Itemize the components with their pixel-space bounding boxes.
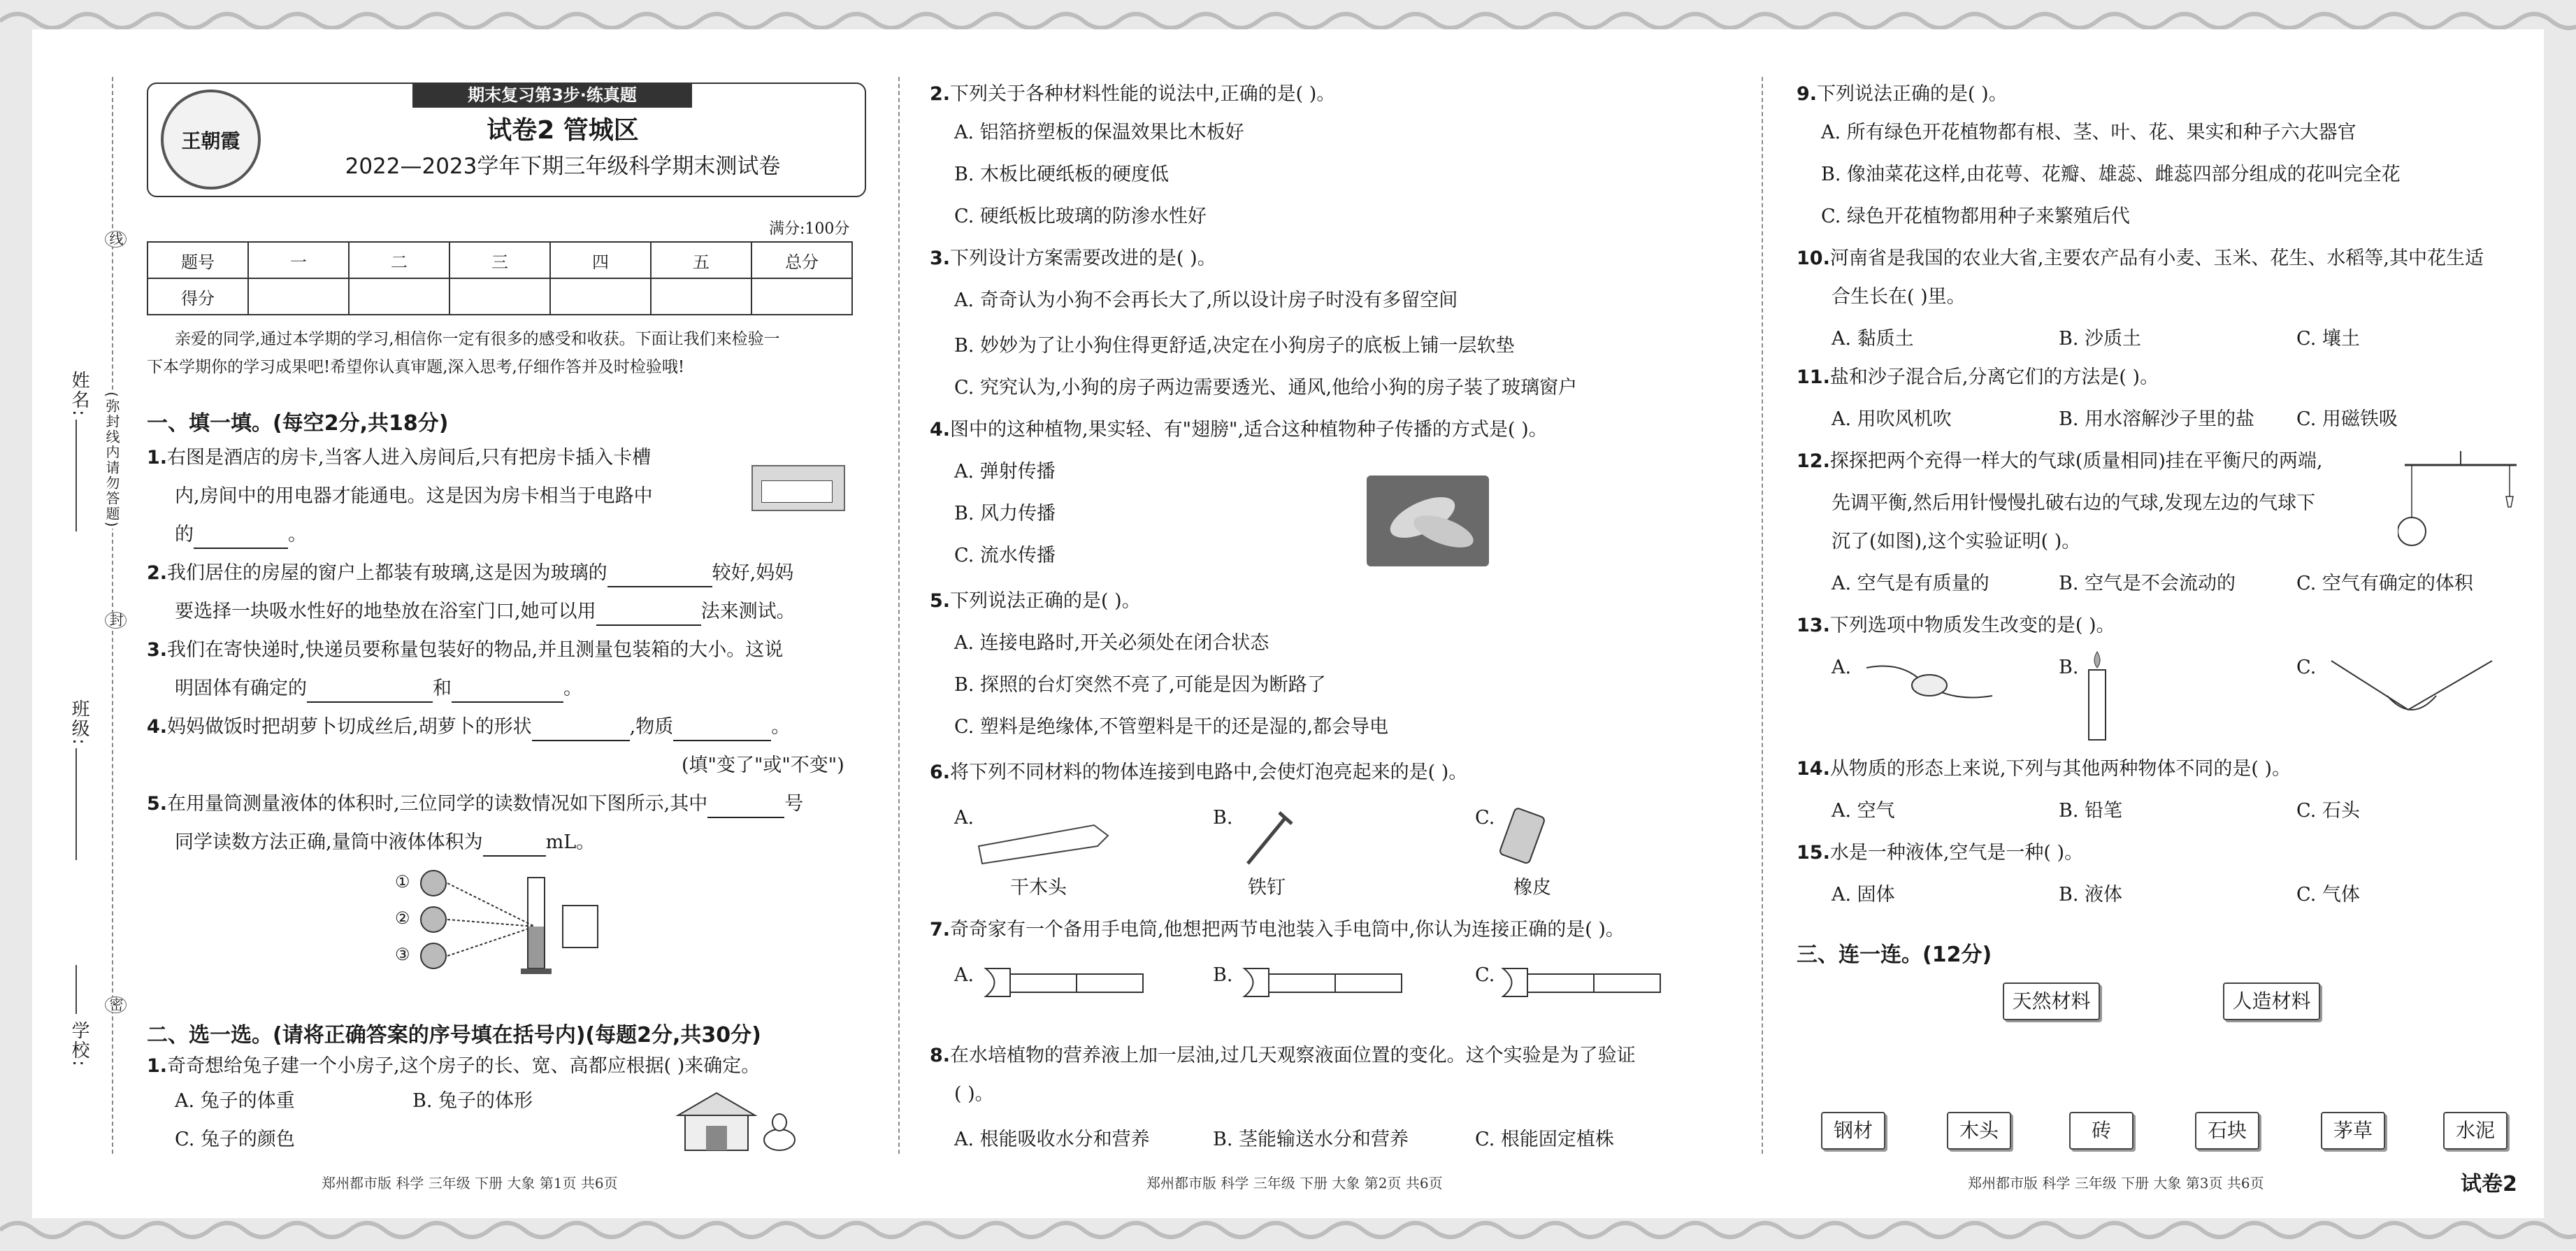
option-c[interactable]: C. 究究认为,小狗的房子两边需要透光、通风,他给小狗的房子装了玻璃窗户 bbox=[954, 377, 1578, 399]
option-b[interactable]: B. bbox=[2059, 657, 2079, 678]
seal-mark-line: 线 bbox=[105, 231, 127, 248]
option-b[interactable]: B. 用水溶解沙子里的盐 bbox=[2059, 408, 2255, 430]
question-text: 右图是酒店的房卡,当客人进入房间后,只有把房卡插入卡槽 bbox=[167, 447, 652, 469]
hands-rubbing-image bbox=[1859, 654, 1999, 717]
exam-title: 试卷2 管城区 bbox=[487, 116, 639, 145]
score-header: 二 bbox=[349, 242, 449, 278]
brand-logo-text: 王朝霞 bbox=[181, 129, 240, 152]
answer-blank[interactable] bbox=[596, 603, 701, 626]
category-natural[interactable]: 天然材料 bbox=[2003, 982, 2100, 1020]
question-text: 妈妈做饭时把胡萝卜切成丝后,胡萝卜的形状 bbox=[167, 716, 532, 738]
answer-blank[interactable] bbox=[673, 719, 771, 741]
question-text: 。 bbox=[288, 524, 307, 545]
question-text: 在用量筒测量液体的体积时,三位同学的读数情况如下图所示,其中 bbox=[167, 793, 708, 815]
question-text: 要选择一块吸水性好的地垫放在浴室门口,她可以用 bbox=[175, 601, 596, 622]
balance-balloon-figure bbox=[2398, 448, 2524, 552]
option-a[interactable]: A. 黏质土 bbox=[1832, 328, 1914, 350]
school-field[interactable] bbox=[75, 965, 77, 1014]
q-number: 6. bbox=[930, 762, 951, 783]
option-b[interactable]: B. 木板比硬纸板的硬度低 bbox=[954, 164, 1170, 185]
full-score: 满分:100分 bbox=[769, 220, 850, 238]
option-c[interactable]: C. bbox=[1475, 807, 1495, 829]
question-text: 下列说法正确的是( )。 bbox=[950, 590, 1141, 612]
q-number: 7. bbox=[930, 919, 951, 941]
option-a[interactable]: A. 弹射传播 bbox=[954, 461, 1056, 482]
option-a[interactable]: A. 奇奇认为小狗不会再长大了,所以设计房子时没有多留空间 bbox=[954, 289, 1458, 311]
question-text: 号 bbox=[784, 793, 804, 815]
q-number: 3. bbox=[930, 248, 951, 269]
q-number: 9. bbox=[1797, 83, 1818, 105]
candle-image bbox=[2083, 650, 2111, 741]
question-text: 将下列不同材料的物体连接到电路中,会使灯泡亮起来的是( )。 bbox=[950, 762, 1468, 783]
match-item[interactable]: 砖 bbox=[2069, 1112, 2134, 1150]
option-a[interactable]: A. 兔子的体重 bbox=[175, 1090, 295, 1112]
question-text: 我们在寄快递时,快递员要称量包装好的物品,并且测量包装箱的大小。这说 bbox=[167, 639, 784, 661]
question-text: 先调平衡,然后用针慢慢扎破右边的气球,发现左边的气球下 bbox=[1832, 492, 2316, 514]
q-number: 12. bbox=[1797, 450, 1830, 472]
footer-page-1: 郑州都市版 科学 三年级 下册 大象 第1页 共6页 bbox=[322, 1175, 618, 1192]
option-b[interactable]: B. 沙质土 bbox=[2059, 328, 2142, 350]
hands-pulling-image bbox=[2324, 654, 2499, 731]
question-text: 下列选项中物质发生改变的是( )。 bbox=[1829, 615, 2115, 636]
graduated-cylinder-figure bbox=[395, 864, 605, 975]
option-c[interactable]: C. 根能固定植株 bbox=[1475, 1129, 1614, 1150]
option-b[interactable]: B. 铅笔 bbox=[2059, 800, 2123, 822]
question-text: mL。 bbox=[545, 831, 596, 853]
footer-page-2: 郑州都市版 科学 三年级 下册 大象 第2页 共6页 bbox=[1146, 1175, 1443, 1192]
question-text: ( )。 bbox=[954, 1083, 994, 1105]
question-text: 法来测试。 bbox=[700, 601, 796, 622]
observer-mark-1: ① bbox=[395, 872, 410, 892]
score-header: 一 bbox=[248, 242, 349, 278]
answer-blank[interactable] bbox=[607, 565, 712, 587]
option-label-eraser: 橡皮 bbox=[1513, 877, 1551, 899]
question-text: 河南省是我国的农业大省,主要农产品有小麦、玉米、花生、水稻等,其中花生适 bbox=[1829, 248, 2484, 269]
paper-number: 试卷2 bbox=[2461, 1172, 2517, 1196]
option-a[interactable]: A. 铝箔挤塑板的保温效果比木板好 bbox=[954, 122, 1244, 143]
school-label: 学校: bbox=[69, 1021, 89, 1068]
option-b[interactable]: B. 风力传播 bbox=[954, 503, 1056, 524]
q-number: 1. bbox=[147, 1055, 168, 1077]
question-text: ,物质 bbox=[629, 716, 674, 738]
column-divider-1 bbox=[898, 77, 900, 1154]
brand-logo bbox=[161, 90, 261, 190]
option-b[interactable]: B. 茎能输送水分和营养 bbox=[1213, 1129, 1409, 1150]
match-item[interactable]: 水泥 bbox=[2443, 1112, 2507, 1150]
score-cell[interactable] bbox=[449, 278, 550, 315]
option-a[interactable]: A. bbox=[1832, 657, 1852, 678]
question-text: 。 bbox=[771, 716, 791, 738]
option-b[interactable]: B. 像油菜花这样,由花萼、花瓣、雄蕊、雌蕊四部分组成的花叫完全花 bbox=[1821, 164, 2401, 185]
question-text: 沉了(如图),这个实验证明( )。 bbox=[1832, 531, 2081, 552]
flashlight-battery-c bbox=[1499, 962, 1667, 1003]
option-b[interactable]: B. 兔子的体形 bbox=[412, 1090, 533, 1112]
option-a[interactable]: A. 固体 bbox=[1832, 884, 1895, 906]
q-number: 5. bbox=[930, 590, 951, 612]
option-b[interactable]: B. bbox=[1213, 807, 1233, 829]
question-text: 下列关于各种材料性能的说法中,正确的是( )。 bbox=[950, 83, 1336, 105]
option-a[interactable]: A. 用吹风机吹 bbox=[1832, 408, 1952, 430]
match-item[interactable]: 石块 bbox=[2195, 1112, 2259, 1150]
score-cell[interactable] bbox=[751, 278, 852, 315]
q-number: 4. bbox=[147, 716, 168, 738]
option-label-wood: 干木头 bbox=[1010, 877, 1067, 899]
option-c[interactable]: C. 绿色开花植物都用种子来繁殖后代 bbox=[1821, 206, 2130, 227]
flashlight-battery-a bbox=[982, 962, 1150, 1003]
q-number: 14. bbox=[1797, 758, 1830, 780]
question-text: 奇奇想给兔子建一个小房子,这个房子的长、宽、高都应根据( )来确定。 bbox=[167, 1055, 761, 1077]
flashlight-battery-b bbox=[1241, 962, 1409, 1003]
option-c[interactable]: C. 用磁铁吸 bbox=[2296, 408, 2398, 430]
dry-wood-image bbox=[975, 815, 1115, 867]
q-number: 13. bbox=[1797, 615, 1830, 636]
score-cell[interactable] bbox=[349, 278, 449, 315]
option-c[interactable]: C. bbox=[2296, 657, 2317, 678]
section2-title: 二、选一选。(请将正确答案的序号填在括号内)(每题2分,共30分) bbox=[147, 1023, 761, 1048]
category-artificial[interactable]: 人造材料 bbox=[2223, 982, 2320, 1020]
q-number: 10. bbox=[1797, 248, 1830, 269]
class-field[interactable] bbox=[75, 748, 77, 860]
question-text: 图中的这种植物,果实轻、有"翅膀",适合这种植物种子传播的方式是( )。 bbox=[950, 419, 1548, 441]
answer-blank[interactable] bbox=[532, 719, 630, 741]
option-c[interactable]: C. 空气有确定的体积 bbox=[2296, 573, 2473, 594]
option-a[interactable]: A. 连接电路时,开关必须处在闭合状态 bbox=[954, 632, 1269, 654]
question-text: 和 bbox=[433, 678, 452, 699]
section1-title: 一、填一填。(每空2分,共18分) bbox=[147, 411, 449, 436]
column-divider-2 bbox=[1762, 77, 1763, 1154]
score-cell[interactable] bbox=[651, 278, 751, 315]
answer-blank[interactable] bbox=[452, 680, 563, 703]
name-field[interactable] bbox=[75, 420, 77, 531]
score-cell[interactable] bbox=[550, 278, 651, 315]
score-cell[interactable] bbox=[248, 278, 349, 315]
option-c[interactable]: C. 石头 bbox=[2296, 800, 2360, 822]
score-row-label: 得分 bbox=[147, 278, 248, 315]
exam-subtitle: 2022—2023学年下期三年级科学期末测试卷 bbox=[345, 154, 781, 179]
name-label: 姓名: bbox=[69, 371, 89, 417]
option-b[interactable]: B. 妙妙为了让小狗住得更舒适,决定在小狗房子的底板上铺一层软垫 bbox=[954, 335, 1515, 357]
question-text: 水是一种液体,空气是一种( )。 bbox=[1829, 842, 2084, 864]
option-c[interactable]: C. 气体 bbox=[2296, 884, 2360, 906]
match-item[interactable]: 木头 bbox=[1947, 1112, 2011, 1150]
seal-mark-seal: 封 bbox=[105, 612, 127, 629]
question-text: 合生长在( )里。 bbox=[1832, 286, 1966, 308]
class-label: 班级: bbox=[69, 699, 89, 746]
observer-mark-2: ② bbox=[395, 908, 410, 928]
option-c[interactable]: C. 塑料是绝缘体,不管塑料是干的还是湿的,都会导电 bbox=[954, 716, 1389, 738]
seal-mark-secret: 密 bbox=[105, 996, 127, 1013]
q-number: 11. bbox=[1797, 366, 1830, 388]
score-header: 总分 bbox=[751, 242, 852, 278]
q-number: 4. bbox=[930, 419, 951, 441]
q-number: 8. bbox=[930, 1045, 951, 1066]
question-text: 探探把两个充得一样大的气球(质量相同)挂在平衡尺的两端, bbox=[1829, 450, 2323, 472]
question-hint: (填"变了"或"不变") bbox=[682, 755, 844, 776]
question-text: 盐和沙子混合后,分离它们的方法是( )。 bbox=[1829, 366, 2159, 388]
option-b[interactable]: B. 空气是不会流动的 bbox=[2059, 573, 2236, 594]
question-text: 。 bbox=[563, 678, 582, 699]
option-b[interactable]: B. bbox=[1213, 964, 1233, 986]
score-header: 五 bbox=[651, 242, 751, 278]
seal-note: (弥封线内请勿答题) bbox=[102, 392, 122, 529]
intro-line-1: 亲爱的同学,通过本学期的学习,相信你一定有很多的感受和收获。下面让我们来检验一 bbox=[175, 330, 780, 348]
question-text: 下列说法正确的是( )。 bbox=[1817, 83, 2008, 105]
option-c[interactable]: C. 流水传播 bbox=[954, 545, 1056, 566]
q-number: 5. bbox=[147, 793, 168, 815]
doghouse-rabbit-image bbox=[675, 1087, 800, 1154]
question-text: 下列设计方案需要改进的是( )。 bbox=[950, 248, 1216, 269]
option-a[interactable]: A. 根能吸收水分和营养 bbox=[954, 1129, 1150, 1150]
option-c[interactable]: C. bbox=[1475, 964, 1495, 986]
question-text: 较好,妈妈 bbox=[712, 562, 794, 584]
q-number: 2. bbox=[930, 83, 951, 105]
score-header: 三 bbox=[449, 242, 550, 278]
option-b[interactable]: B. 探照的台灯突然不亮了,可能是因为断路了 bbox=[954, 674, 1326, 696]
question-text: 奇奇家有一个备用手电筒,他想把两节电池装入手电筒中,你认为连接正确的是( )。 bbox=[950, 919, 1625, 941]
question-text: 明固体有确定的 bbox=[175, 678, 307, 699]
eraser-image bbox=[1496, 804, 1552, 867]
option-a[interactable]: A. bbox=[954, 964, 974, 986]
question-text: 同学读数方法正确,量筒中液体体积为 bbox=[175, 831, 483, 853]
option-label-nail: 铁钉 bbox=[1248, 877, 1286, 899]
match-item[interactable]: 钢材 bbox=[1821, 1112, 1885, 1150]
answer-blank[interactable] bbox=[483, 834, 546, 857]
q-number: 3. bbox=[147, 639, 168, 661]
answer-blank[interactable] bbox=[307, 680, 433, 703]
answer-blank[interactable] bbox=[194, 527, 288, 549]
iron-nail-image bbox=[1237, 811, 1293, 871]
q-number: 1. bbox=[147, 447, 168, 469]
question-text: 在水培植物的营养液上加一层油,过几天观察液面位置的变化。这个实验是为了验证 bbox=[950, 1045, 1636, 1066]
match-item[interactable]: 茅草 bbox=[2321, 1112, 2385, 1150]
option-a[interactable]: A. 空气是有质量的 bbox=[1832, 573, 1989, 594]
winged-seed-photo bbox=[1367, 476, 1489, 566]
option-c[interactable]: C. 兔子的颜色 bbox=[175, 1129, 295, 1150]
option-c[interactable]: C. 硬纸板比玻璃的防渗水性好 bbox=[954, 206, 1207, 227]
room-card-image bbox=[751, 465, 845, 511]
score-header: 四 bbox=[550, 242, 651, 278]
score-header: 题号 bbox=[147, 242, 248, 278]
option-c[interactable]: C. 壤土 bbox=[2296, 328, 2360, 350]
section3-title: 三、连一连。(12分) bbox=[1797, 943, 1992, 967]
option-a[interactable]: A. 空气 bbox=[1832, 800, 1895, 822]
answer-blank[interactable] bbox=[707, 796, 784, 818]
q-number: 15. bbox=[1797, 842, 1830, 864]
footer-page-3: 郑州都市版 科学 三年级 下册 大象 第3页 共6页 bbox=[1968, 1175, 2264, 1192]
question-text: 的 bbox=[175, 524, 194, 545]
question-text: 我们居住的房屋的窗户上都装有玻璃,这是因为玻璃的 bbox=[167, 562, 607, 584]
option-a[interactable]: A. 所有绿色开花植物都有根、茎、叶、花、果实和种子六大器官 bbox=[1821, 122, 2356, 143]
option-a[interactable]: A. bbox=[954, 807, 974, 829]
header-banner: 期末复习第3步·练真题 bbox=[412, 83, 692, 108]
observer-mark-3: ③ bbox=[395, 945, 410, 964]
intro-line-2: 下本学期你的学习成果吧!希望你认真审题,深入思考,仔细作答并及时检验哦! bbox=[147, 358, 685, 376]
q-number: 2. bbox=[147, 562, 168, 584]
option-b[interactable]: B. 液体 bbox=[2059, 884, 2123, 906]
question-text: 从物质的形态上来说,下列与其他两种物体不同的是( )。 bbox=[1829, 758, 2291, 780]
score-table bbox=[147, 241, 853, 315]
question-text: 内,房间中的用电器才能通电。这是因为房卡相当于电路中 bbox=[175, 485, 653, 507]
